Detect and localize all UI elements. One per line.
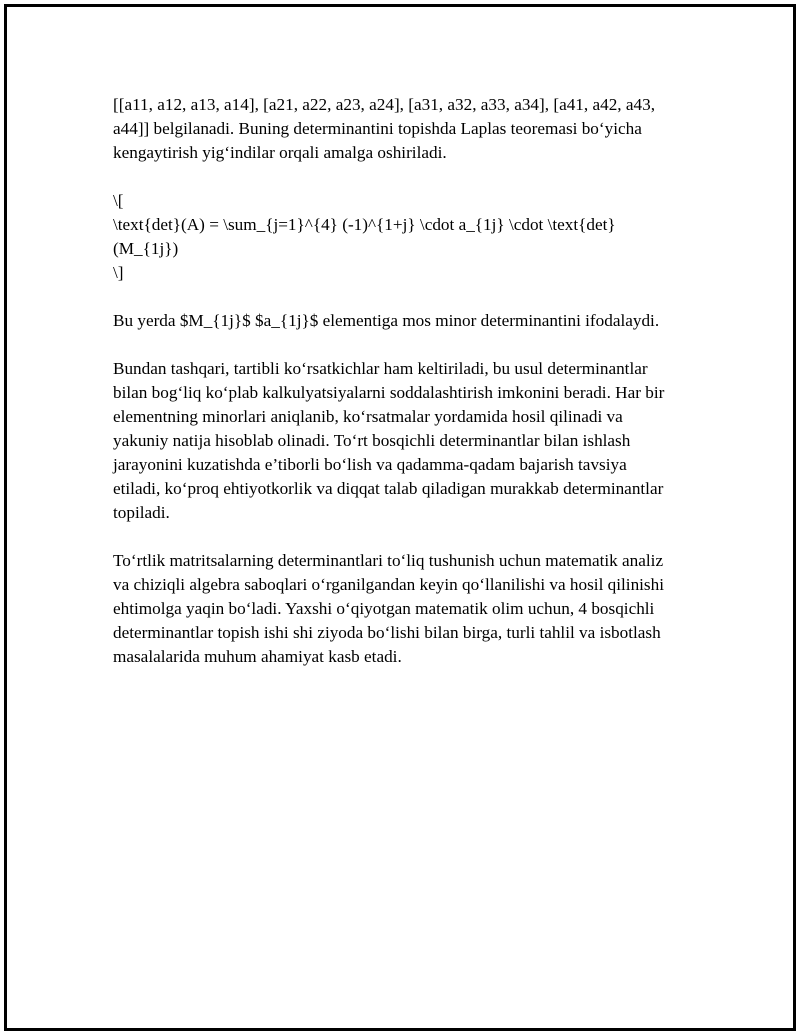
method-paragraph: Bundan tashqari, tartibli ko‘rsatkichlar ham keltiriladi, bu usul determinantlar bilan bog‘liq ko‘plab kalkulyatsiyalarni soddalashtirish imkonini beradi. Har bir elementning minorlari aniqlanib, ko‘rsatmalar yordamida hosil qilinadi va yakuniy natija hisoblab olinadi. To‘rt bosqichli determinantlar bilan ishlash jarayonini kuzatishda e’tiborli bo‘lish va qadamma-qadam bajarish tavsiya etiladi, ko‘proq ehtiyotkorlik va diqqat talab qiladigan murakkab determinantlar topiladi. bbox=[113, 359, 665, 522]
formula-open: \[ bbox=[113, 191, 124, 210]
matrix-paragraph: [[a11, a12, a13, a14], [a21, a22, a23, a24], [a31, a32, a33, a34], [a41, a42, a43, a44]] belgilanadi. Buning determinantini topishda Laplas teoremasi bo‘yicha kengaytirish yig‘indilar orqali amalga oshiriladi. bbox=[113, 95, 656, 162]
formula-body: \text{det}(A) = \sum_{j=1}^{4} (-1)^{1+j} \cdot a_{1j} \cdot \text{det}(M_{1j}) bbox=[113, 215, 616, 258]
conclusion-paragraph: To‘rtlik matritsalarning determinantlari to‘liq tushunish uchun matematik analiz va chiziqli algebra saboqlari o‘rganilgandan keyin qo‘llanilishi va hosil qilinishi ehtimolga yaqin bo‘ladi. Yaxshi o‘qiyotgan matematik olim uchun, 4 bosqichli determinantlar topish ishi shi ziyoda bo‘lishi bilan birga, turli tahlil va isbotlash masalalarida muhum ahamiyat kasb etadi. bbox=[113, 551, 664, 666]
formula-block bbox=[113, 189, 673, 285]
formula-close: \] bbox=[113, 263, 124, 282]
minor-definition-paragraph: Bu yerda $M_{1j}$ $a_{1j}$ elementiga mos minor determinantini ifodalaydi. bbox=[113, 311, 660, 330]
document-body bbox=[113, 93, 673, 693]
